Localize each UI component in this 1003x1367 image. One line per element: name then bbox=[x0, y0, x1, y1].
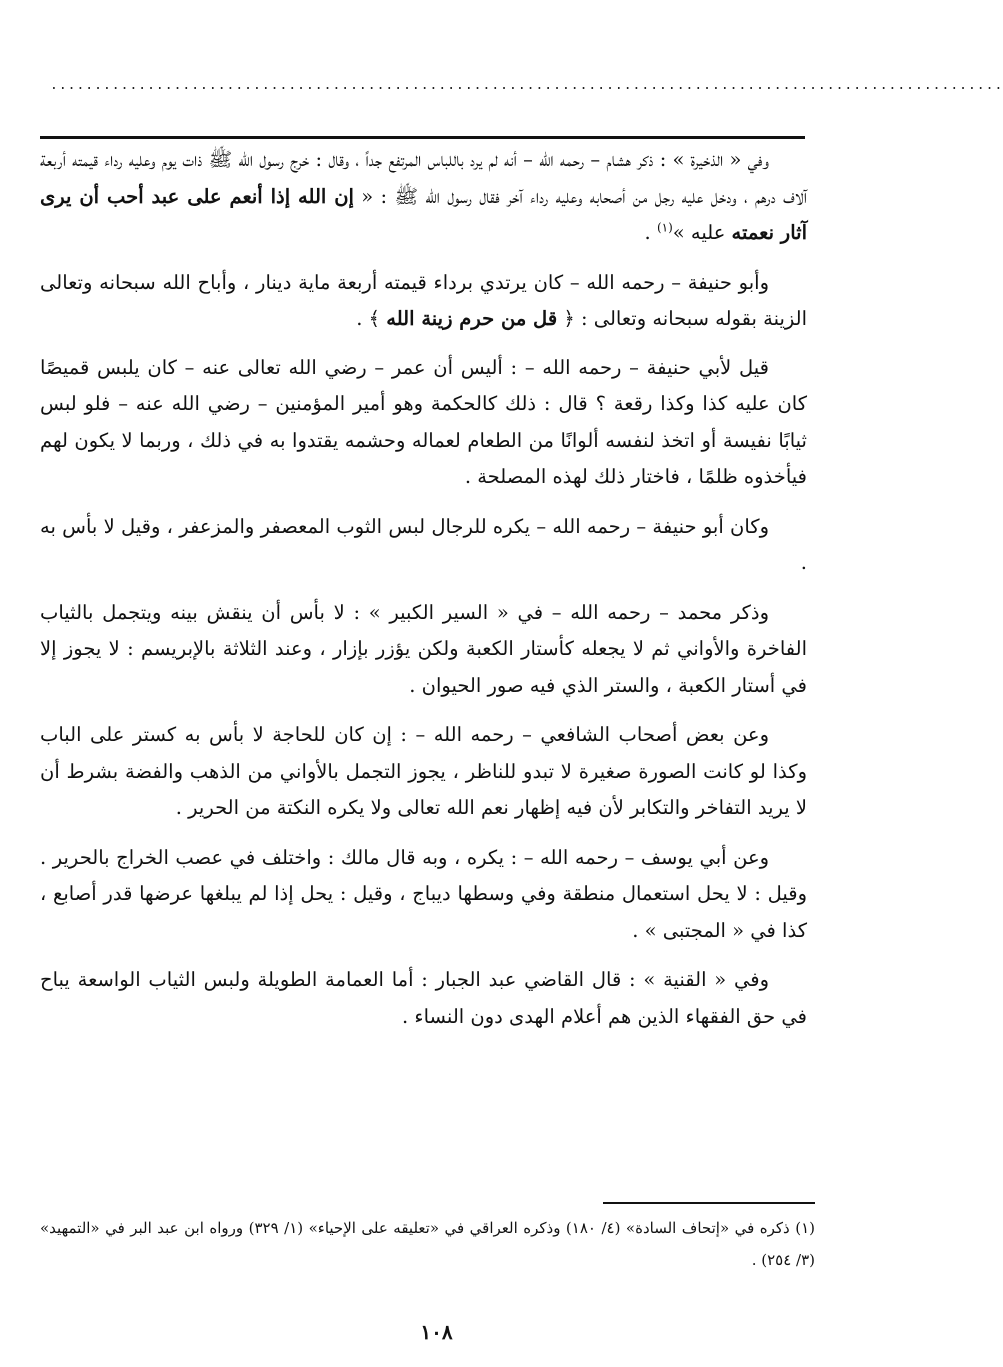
quran-quote: قل من حرم زينة الله bbox=[386, 307, 558, 330]
footnote-rule bbox=[603, 1202, 815, 1204]
footnote: (١) ذكره في «إتحاف السادة» (٤/ ١٨٠) وذكره العراقي في «تعليقه على الإحياء» (١/ ٣٢٩) ورواه ابن عبد البر في «التمهيد» (٣/ ٢٥٤) . bbox=[40, 1219, 815, 1269]
main-text bbox=[40, 142, 807, 1048]
paragraph: وفي « الذخيرة » : ذكر هشام – رحمه الله – أنه لم يرد باللباس المرتفع جداً ، وقال : خرج رسول الله ﷺ ذات يوم وعليه رداء قيمته أربعة آلاف درهم ، ودخل عليه رجل من أصحابه وعليه رداء آخر فقال رسول الله ﷺ : « إن الله إذا أنعم على عبد أحب أن يرى آثار نعمته عليه »$^{(١)}$ . bbox=[40, 148, 807, 244]
header-rule bbox=[40, 136, 805, 139]
paragraph: وعن أبي يوسف – رحمه الله – : يكره ، وبه قال مالك : واختلف في عصب الخراج بالحرير . وقيل : لا يحل استعمال منطقة وفي وسطها ديباج ، وقيل : يحل إذا لم يبلغها عرضها قدر أصابع ، كذا في « المجتبى » . bbox=[40, 845, 807, 942]
hadith-quote: إن الله إذا أنعم على عبد أحب أن يرى آثار نعمته bbox=[40, 184, 807, 244]
paragraph: قيل لأبي حنيفة – رحمه الله – : أليس أن عمر – رضي الله تعالى عنه – كان يلبس قميصًا كان عليه كذا وكذا رقعة ؟ قال : ذلك كالحكمة وهو أمير المؤمنين – رضي الله عنه – فلو لبس ثيابًا نفيسة أو اتخذ لنفسه ألوانًا من الطعام لعماله وحشمه يقتدوا به في ذلك ، وربما لا يكون لهم فيأخذوه ظلمًا ، فاختار ذلك لهذه المصلحة . bbox=[40, 355, 807, 488]
footnote-marker: (١) bbox=[656, 220, 673, 235]
paragraph: وذكر محمد – رحمه الله – في « السير الكبير » : لا بأس أن ينقش بينه ويتجمل بالثياب الفاخرة والأواني ثم لا يجعله كأستار الكعبة ولكن يؤزر بإزار ، وعند الثلاثة بالإبريسم : لا يجوز إلا في أستار الكعبة ، والستر الذي فيه صور الحيوان . bbox=[40, 600, 807, 697]
paragraph: وفي « القنية » : قال القاضي عبد الجبار : أما العمامة الطويلة ولبس الثياب الواسعة يباح في حق الفقهاء الذين هم أعلام الهدى دون النساء . bbox=[40, 968, 807, 1028]
paragraph: وعن بعض أصحاب الشافعي – رحمه الله – : إن كان للحاجة لا بأس به كستر على الباب وكذا لو كانت الصورة صغيرة لا تبدو للناظر ، يجوز التجمل بالأواني من الذهب والفضة بشرط أن لا يريد التفاخر والتكابر لأن فيه إظهار نعم الله تعالى ولا يكره النكتة من الحرير . bbox=[40, 723, 807, 819]
page-number: ١٠٨ bbox=[420, 1320, 453, 1344]
paragraph: وأبو حنيفة – رحمه الله – كان يرتدي برداء قيمته أربعة ماية دينار ، وأباح الله سبحانه وتعالى الزينة بقوله سبحانه وتعالى : ﴿ قل من حرم زينة الله ﴾ . bbox=[40, 270, 807, 330]
paragraph: وكان أبو حنيفة – رحمه الله – يكره للرجال لبس الثوب المعصفر والمزعفر ، وقيل لا بأس به . bbox=[40, 514, 807, 574]
header-dotted-line: ............................................................................................................ bbox=[50, 78, 1003, 93]
footnotes bbox=[40, 1212, 815, 1276]
